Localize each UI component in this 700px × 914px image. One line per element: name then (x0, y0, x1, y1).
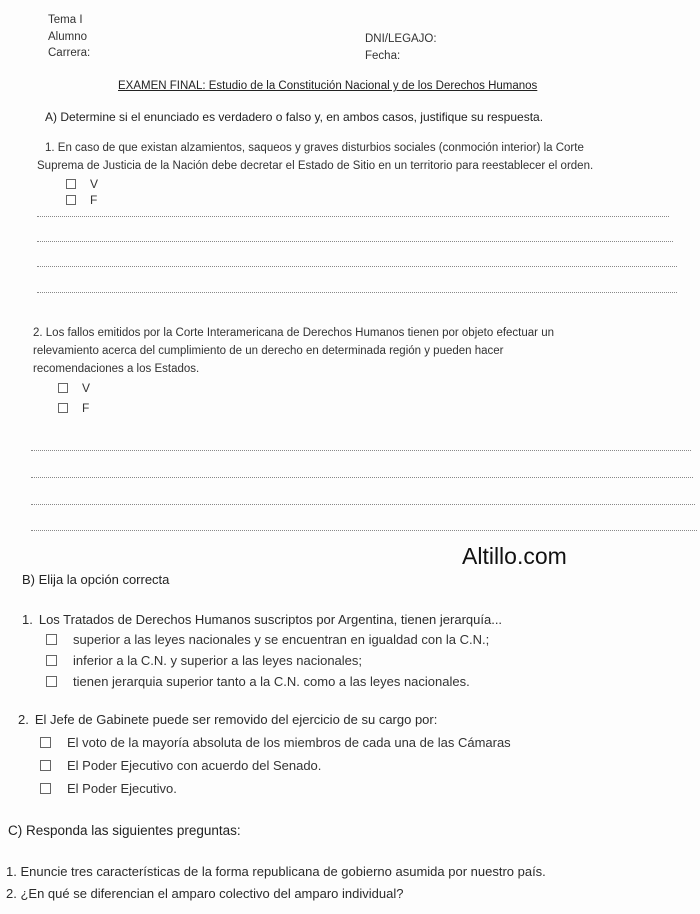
option-label: El voto de la mayoría absoluta de los miembros de cada una de las Cámaras (67, 735, 511, 750)
option-label: tienen jerarquia superior tanto a la C.N. como a las leyes nacionales. (73, 674, 470, 689)
b-q2-option-1[interactable] (40, 735, 511, 750)
b-q1 (22, 612, 502, 627)
checkbox[interactable] (66, 195, 76, 205)
c-q2: 2. ¿En qué se diferencian el amparo colectivo del amparo individual? (6, 886, 404, 901)
a-q2-line1: 2. Los fallos emitidos por la Corte Interamericana de Derechos Humanos tienen por objeto efectuar un (33, 327, 554, 339)
b-q2-option-3[interactable] (40, 781, 177, 796)
section-c-heading: C) Responda las siguientes preguntas: (8, 823, 241, 838)
exam-title: EXAMEN FINAL: Estudio de la Constitución Nacional y de los Derechos Humanos (118, 80, 538, 92)
answer-line[interactable] (37, 241, 673, 242)
checkbox[interactable] (40, 737, 51, 748)
a-q2-option-v[interactable] (58, 381, 90, 395)
section-b-heading: B) Elija la opción correcta (22, 572, 170, 587)
section-a-heading: A) Determine si el enunciado es verdadero o falso y, en ambos casos, justifique su respuesta. (45, 110, 544, 124)
question-text: El Jefe de Gabinete puede ser removido del ejercicio de su cargo por: (34, 712, 438, 727)
option-label: F (82, 401, 90, 415)
c-q1: 1. Enuncie tres características de la forma republicana de gobierno asumida por nuestro país. (6, 864, 546, 879)
a-q1-line2: Suprema de Justicia de la Nación debe decretar el Estado de Sitio en un territorio para reestablecer el orden. (37, 160, 594, 172)
b-q2-option-2[interactable] (40, 758, 321, 773)
checkbox[interactable] (46, 676, 57, 687)
b-q2 (18, 712, 437, 727)
option-label: El Poder Ejecutivo con acuerdo del Senado. (67, 758, 322, 773)
b-q1-option-2[interactable] (46, 653, 362, 668)
b-q1-option-3[interactable] (46, 674, 470, 689)
a-q1-option-f[interactable] (66, 193, 97, 207)
fecha-label: Fecha: (365, 50, 401, 62)
option-label: V (82, 381, 91, 395)
question-number: 1. (22, 612, 33, 627)
checkbox[interactable] (40, 760, 51, 771)
watermark: Altillo.com (462, 543, 567, 569)
b-q1-option-1[interactable] (46, 632, 489, 647)
option-label: El Poder Ejecutivo. (67, 781, 177, 796)
dni-label: DNI/LEGAJO: (365, 33, 437, 45)
option-label: superior a las leyes nacionales y se encuentran en igualdad con la C.N.; (73, 632, 490, 647)
option-label: inferior a la C.N. y superior a las leyes nacionales; (73, 653, 363, 668)
checkbox[interactable] (58, 383, 68, 393)
answer-line[interactable] (37, 266, 677, 267)
checkbox[interactable] (46, 655, 57, 666)
checkbox[interactable] (58, 403, 68, 413)
question-number: 2. (18, 712, 29, 727)
answer-line[interactable] (37, 216, 669, 217)
a-q1-line1: 1. En caso de que existan alzamientos, saqueos y graves disturbios sociales (conmoción interior) la Corte (45, 142, 584, 154)
checkbox[interactable] (66, 179, 76, 189)
answer-line[interactable] (31, 530, 697, 531)
option-label: V (90, 177, 99, 191)
alumno-label: Alumno (48, 31, 87, 43)
option-label: F (90, 193, 98, 207)
checkbox[interactable] (46, 634, 57, 645)
checkbox[interactable] (40, 783, 51, 794)
a-q1-option-v[interactable] (66, 177, 98, 191)
a-q2-line2: relevamiento acerca del cumplimiento de un derecho en determinada región y pueden hacer (33, 345, 504, 357)
carrera-label: Carrera: (48, 47, 91, 59)
question-text: Los Tratados de Derechos Humanos suscriptos por Argentina, tienen jerarquía... (38, 612, 503, 627)
answer-line[interactable] (37, 292, 677, 293)
a-q2-line3: recomendaciones a los Estados. (33, 363, 200, 375)
a-q2-option-f[interactable] (58, 401, 89, 415)
answer-line[interactable] (31, 450, 691, 451)
tema-label: Tema I (48, 14, 83, 26)
answer-line[interactable] (31, 477, 693, 478)
answer-line[interactable] (31, 504, 695, 505)
